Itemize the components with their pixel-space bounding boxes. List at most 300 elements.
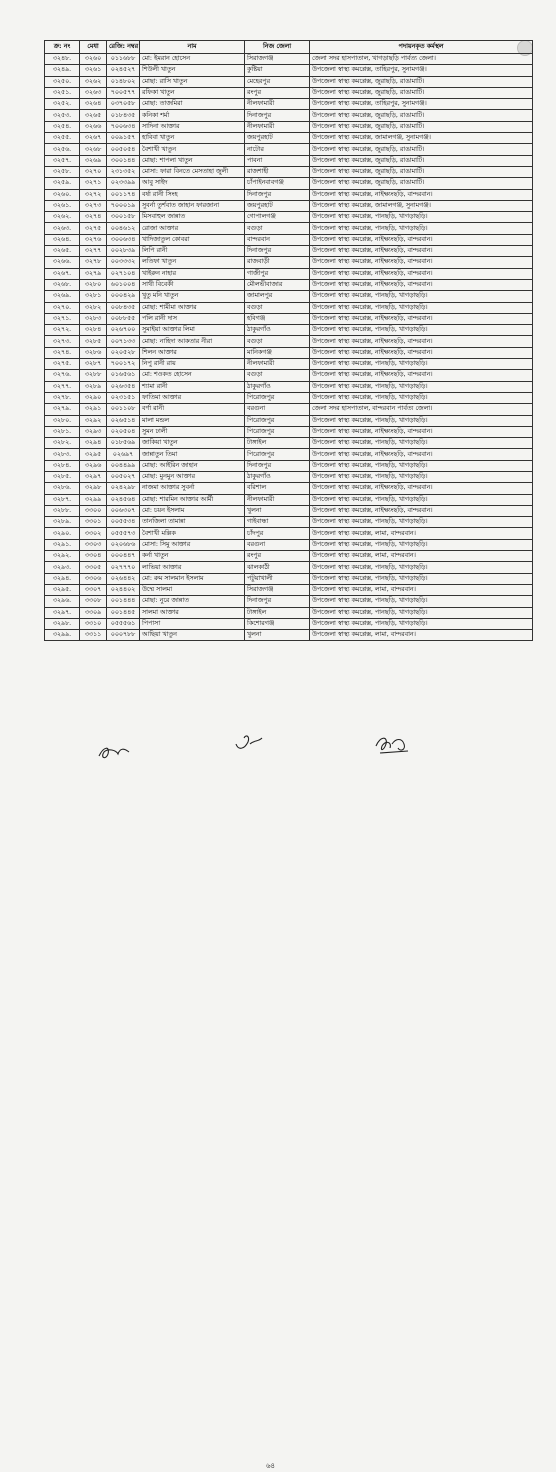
- cell-merit: ৩২৮২: [80, 302, 107, 313]
- cell-home-district: বরগুনা: [245, 404, 310, 415]
- table-row: [45, 494, 533, 505]
- cell-merit: ৩২৮৬: [80, 347, 107, 358]
- cell-posting-place: উপজেলা স্বাস্থ্য কমপ্লেক্স, লামা, বান্দরবান।: [310, 630, 533, 641]
- cell-merit: ৩২৮৩: [80, 313, 107, 324]
- cell-merit: ৩৩০৩: [80, 539, 107, 550]
- cell-serial: ৩২৮৫.: [45, 471, 80, 482]
- cell-posting-place: উপজেলা স্বাস্থ্য কমপ্লেক্স, পানছড়ি, খাগড়াছড়ি।: [310, 359, 533, 370]
- cell-reg-no: ০০৫৫৩৪: [107, 517, 140, 528]
- cell-merit: ৩২৭৮: [80, 257, 107, 268]
- cell-reg-no: ৭০০০১৯: [107, 200, 140, 211]
- cell-name: রোজা আক্তার: [140, 223, 245, 234]
- table-row: [45, 200, 533, 211]
- cell-reg-no: ৩০০৬৩৪: [107, 234, 140, 245]
- cell-name: মোছা: নুরে জান্নাত: [140, 596, 245, 607]
- cell-posting-place: উপজেলা স্বাস্থ্য কমপ্লেক্স, পানছড়ি, খাগড়াছড়ি।: [310, 539, 533, 550]
- table-row: [45, 291, 533, 302]
- cell-merit: ৩২৮০: [80, 279, 107, 290]
- cell-merit: ৩৩০৮: [80, 596, 107, 607]
- cell-reg-no: ০৩৭০৫৮: [107, 99, 140, 110]
- cell-name: উম্মে সালমা: [140, 584, 245, 595]
- cell-serial: ৩২৬২.: [45, 212, 80, 223]
- cell-name: মোছা: শারমিন আক্তার আর্মী: [140, 494, 245, 505]
- header-name: নাম: [140, 41, 245, 54]
- cell-home-district: রংপুর: [245, 551, 310, 562]
- cell-merit: ৩২৯৯: [80, 494, 107, 505]
- cell-home-district: নীলফামারী: [245, 494, 310, 505]
- cell-posting-place: উপজেলা স্বাস্থ্য কমপ্লেক্স, পানছড়ি, খাগড়াছড়ি।: [310, 517, 533, 528]
- cell-posting-place: উপজেলা স্বাস্থ্য কমপ্লেক্স, পানছড়ি, খাগড়াছড়ি।: [310, 471, 533, 482]
- cell-posting-place: উপজেলা স্বাস্থ্য কমপ্লেক্স, জামালগঞ্জ, সুনামগঞ্জ।: [310, 133, 533, 144]
- cell-name: মালা মন্ডল: [140, 415, 245, 426]
- cell-merit: ৩৩০৬: [80, 573, 107, 584]
- cell-posting-place: উপজেলা স্বাস্থ্য কমপ্লেক্স, নাইক্ষ্যংছড়ি, বান্দরবান।: [310, 336, 533, 347]
- cell-posting-place: উপজেলা স্বাস্থ্য কমপ্লেক্স, পানছড়ি, খাগড়াছড়ি।: [310, 460, 533, 471]
- cell-reg-no: ০১১৬৮৮: [107, 54, 140, 65]
- cell-reg-no: ৭০০৫৭৭: [107, 87, 140, 98]
- cell-merit: ৩২৮৭: [80, 359, 107, 370]
- cell-name: সুবর্না তুর্শবাত জাহান ফারজানা: [140, 200, 245, 211]
- cell-reg-no: ০২৬৫১৪: [107, 415, 140, 426]
- cell-serial: ৩২৮২.: [45, 438, 80, 449]
- cell-posting-place: উপজেলা স্বাস্থ্য কমপ্লেক্স, পানছড়ি, খাগড়াছড়ি।: [310, 291, 533, 302]
- cell-posting-place: উপজেলা স্বাস্থ্য কমপ্লেক্স, পানছড়ি, খাগড়াছড়ি।: [310, 607, 533, 618]
- cell-home-district: গাইবান্ধা: [245, 517, 310, 528]
- cell-name: মোছা: মুনমুন আক্তার: [140, 471, 245, 482]
- table-row: [45, 517, 533, 528]
- cell-reg-no: ০০৫০৫৪: [107, 144, 140, 155]
- cell-merit: ৩৩০৭: [80, 584, 107, 595]
- table-row: [45, 279, 533, 290]
- cell-reg-no: ০০১৪৪৫: [107, 607, 140, 618]
- cell-merit: ৩২৯২: [80, 415, 107, 426]
- table-row: [45, 144, 533, 155]
- cell-home-district: রংপুর: [245, 87, 310, 98]
- cell-posting-place: উপজেলা স্বাস্থ্য কমপ্লেক্স, জুরাছড়ি, রাঙামাটি।: [310, 166, 533, 177]
- table-row: [45, 381, 533, 392]
- cell-home-district: পিরোজপুর: [245, 392, 310, 403]
- cell-reg-no: ০২৬৭০০: [107, 325, 140, 336]
- cell-reg-no: ০২৬৩৫৪: [107, 381, 140, 392]
- cell-serial: ৩২৫০.: [45, 76, 80, 87]
- cell-serial: ৩২৯০.: [45, 528, 80, 539]
- cell-serial: ৩২৮৯.: [45, 517, 80, 528]
- cell-reg-no: ০২৪৫৬৪: [107, 494, 140, 505]
- cell-reg-no: ০১৪৮০২: [107, 76, 140, 87]
- cell-reg-no: ০০৪৪৯৯: [107, 460, 140, 471]
- cell-serial: ৩২৫৮.: [45, 166, 80, 177]
- cell-reg-no: ০২০৫২৮: [107, 347, 140, 358]
- cell-name: মোছা: তাজমিরা: [140, 99, 245, 110]
- table-row: [45, 562, 533, 573]
- table-row: [45, 607, 533, 618]
- cell-name: লিপি রানী: [140, 246, 245, 257]
- cell-home-district: দিনাজপুর: [245, 246, 310, 257]
- cell-merit: ৩২৬৩: [80, 87, 107, 98]
- cell-reg-no: ০০২৮৩৯: [107, 246, 140, 257]
- table-row: [45, 539, 533, 550]
- cell-reg-no: ০০১৪৪৪: [107, 596, 140, 607]
- cell-home-district: টাঙ্গাইল: [245, 438, 310, 449]
- cell-merit: ৩২৮৪: [80, 325, 107, 336]
- cell-name: লতিফা খাতুন: [140, 257, 245, 268]
- cell-merit: ৩২৮৮: [80, 370, 107, 381]
- cell-home-district: পিরোজপুর: [245, 415, 310, 426]
- cell-name: বর্ষা রানী সিংহ: [140, 189, 245, 200]
- table-row: [45, 313, 533, 324]
- table-row: [45, 630, 533, 641]
- signature-middle: [232, 730, 266, 752]
- cell-serial: ৩২৫৩.: [45, 110, 80, 121]
- table-row: [45, 449, 533, 460]
- cell-merit: ৩২৯৮: [80, 483, 107, 494]
- table-row: [45, 65, 533, 76]
- cell-name: সাথী বিবেকী: [140, 279, 245, 290]
- cell-serial: ৩২৬৮.: [45, 279, 80, 290]
- cell-home-district: সিরাজগঞ্জ: [245, 584, 310, 595]
- cell-posting-place: উপজেলা স্বাস্থ্য কমপ্লেক্স, জুরাছড়ি, রাঙামাটি।: [310, 110, 533, 121]
- cell-reg-no: ০০৩৩৩২: [107, 257, 140, 268]
- cell-posting-place: উপজেলা স্বাস্থ্য কমপ্লেক্স, পানছড়ি, খাগড়াছড়ি।: [310, 302, 533, 313]
- cell-posting-place: উপজেলা স্বাস্থ্য কমপ্লেক্স, নাইক্ষ্যংছড়ি, বান্দরবান।: [310, 268, 533, 279]
- cell-reg-no: ০০৮৪৩৫: [107, 302, 140, 313]
- cell-serial: ৩২৯১.: [45, 539, 80, 550]
- table-row: [45, 121, 533, 132]
- table-row: [45, 336, 533, 347]
- cell-name: খাইরুন নাহার: [140, 268, 245, 279]
- cell-serial: ৩২৭৬.: [45, 370, 80, 381]
- cell-posting-place: উপজেলা স্বাস্থ্য কমপ্লেক্স, নাইক্ষ্যংছড়ি, বান্দরবান।: [310, 483, 533, 494]
- cell-reg-no: ০১৮৪৩৫: [107, 110, 140, 121]
- table-row: [45, 618, 533, 629]
- cell-home-district: বগুড়া: [245, 302, 310, 313]
- table-row: [45, 551, 533, 562]
- cell-merit: ৩২৭০: [80, 166, 107, 177]
- cell-posting-place: উপজেলা স্বাস্থ্য কমপ্লেক্স, লামা, বান্দরবান।: [310, 584, 533, 595]
- cell-serial: ৩২৫৪.: [45, 121, 80, 132]
- cell-name: আবু সাইদ: [140, 178, 245, 189]
- cell-name: মো: শওকত হোসেন: [140, 370, 245, 381]
- cell-merit: ৩৩০১: [80, 517, 107, 528]
- cell-name: কর্না খাতুন: [140, 551, 245, 562]
- cell-home-district: মেহেরপুর: [245, 76, 310, 87]
- cell-home-district: বান্দরবান: [245, 234, 310, 245]
- cell-serial: ৩২৮১.: [45, 426, 80, 437]
- cell-serial: ৩২৭৫.: [45, 359, 80, 370]
- cell-serial: ৩২৯৭.: [45, 607, 80, 618]
- cell-merit: ৩৩০৯: [80, 607, 107, 618]
- cell-home-district: গাজীপুর: [245, 268, 310, 279]
- cell-name: বৈশাখী মল্লিক: [140, 528, 245, 539]
- cell-name: মোছা: রাসি খাতুন: [140, 76, 245, 87]
- cell-reg-no: ২৩১৩৫২: [107, 166, 140, 177]
- cell-home-district: বরিশাল: [245, 483, 310, 494]
- cell-merit: ৩২৯৩: [80, 426, 107, 437]
- cell-serial: ৩২৬৪.: [45, 234, 80, 245]
- cell-name: মো: চয়ন ইসলাম: [140, 505, 245, 516]
- cell-reg-no: ০০৭১৩৩: [107, 336, 140, 347]
- cell-merit: ৩২৯৫: [80, 449, 107, 460]
- cell-name: জান্নাতুন তিমা: [140, 449, 245, 460]
- cell-serial: ৩২৬৩.: [45, 223, 80, 234]
- table-row: [45, 223, 533, 234]
- table-row: [45, 359, 533, 370]
- cell-home-district: নীলফামারী: [245, 121, 310, 132]
- table-row: [45, 234, 533, 245]
- cell-home-district: মানিকগঞ্জ: [245, 347, 310, 358]
- cell-name: মোছা: শামীমা আক্তার: [140, 302, 245, 313]
- cell-home-district: জয়পুরহাট: [245, 133, 310, 144]
- table-row: [45, 404, 533, 415]
- cell-name: বৈশাখী খাতুন: [140, 144, 245, 155]
- table-row: [45, 99, 533, 110]
- cell-posting-place: উপজেলা স্বাস্থ্য কমপ্লেক্স, জুরাছড়ি, রাঙামাটি।: [310, 144, 533, 155]
- cell-merit: ৩২৯৬: [80, 460, 107, 471]
- cell-posting-place: উপজেলা স্বাস্থ্য কমপ্লেক্স, নাইক্ষ্যংছড়ি, বান্দরবান।: [310, 189, 533, 200]
- table-row: [45, 178, 533, 189]
- cell-reg-no: ৩০০১৪৪: [107, 155, 140, 166]
- cell-serial: ৩২৮৬.: [45, 483, 80, 494]
- cell-reg-no: ০২০৫০৪: [107, 426, 140, 437]
- cell-serial: ৩২৭১.: [45, 313, 80, 324]
- cell-name: জাকিয়া খাতুন: [140, 438, 245, 449]
- cell-posting-place: উপজেলা স্বাস্থ্য কমপ্লেক্স, জুরাছড়ি, রাঙামাটি।: [310, 178, 533, 189]
- cell-reg-no: ০০৫০২৭: [107, 471, 140, 482]
- cell-home-district: বগুড়া: [245, 223, 310, 234]
- cell-merit: ৩২৭৭: [80, 246, 107, 257]
- cell-reg-no: ০০০৪৪৭: [107, 551, 140, 562]
- cell-merit: ৩২৭৬: [80, 234, 107, 245]
- cell-posting-place: উপজেলা স্বাস্থ্য কমপ্লেক্স, তাহিরপুর, সুনামগঞ্জ।: [310, 99, 533, 110]
- cell-serial: ৩২৫৫.: [45, 133, 80, 144]
- cell-reg-no: ০০১১০৮: [107, 404, 140, 415]
- cell-posting-place: উপজেলা স্বাস্থ্য কমপ্লেক্স, পানছড়ি, খাগড়াছড়ি।: [310, 381, 533, 392]
- cell-posting-place: উপজেলা স্বাস্থ্য কমপ্লেক্স, পানছড়ি, খাগড়াছড়ি।: [310, 392, 533, 403]
- cell-name: বর্ণা রানী: [140, 404, 245, 415]
- cell-name: নিপু রানী রায়: [140, 359, 245, 370]
- cell-name: মিসবাহুল জান্নাত: [140, 212, 245, 223]
- cell-reg-no: ০২০৬৮৬: [107, 539, 140, 550]
- cell-home-district: কিশোরগঞ্জ: [245, 618, 310, 629]
- cell-serial: ৩২৭৭.: [45, 381, 80, 392]
- cell-name: শিউলী খাতুন: [140, 65, 245, 76]
- cell-posting-place: উপজেলা স্বাস্থ্য কমপ্লেক্স, জামালগঞ্জ, সুনামগঞ্জ।: [310, 200, 533, 211]
- cell-merit: ৩২৮৯: [80, 381, 107, 392]
- cell-posting-place: জেলা সদর হাসপাতাল, বান্দরবান পার্বত্য জেলা।: [310, 404, 533, 415]
- header-reg-no: রেজি: নম্বর: [107, 41, 140, 54]
- posting-table: [44, 40, 533, 641]
- cell-merit: ৩২৮৫: [80, 336, 107, 347]
- cell-name: খাদিজাতুল কোবরা: [140, 234, 245, 245]
- cell-reg-no: ০১৮৫৬৯: [107, 438, 140, 449]
- cell-reg-no: ০২৩১৫১: [107, 392, 140, 403]
- table-row: [45, 438, 533, 449]
- cell-name: পিপাসা: [140, 618, 245, 629]
- cell-merit: ৩২৬২: [80, 76, 107, 87]
- cell-posting-place: উপজেলা স্বাস্থ্য কমপ্লেক্স, পানছড়ি, খাগড়াছড়ি।: [310, 596, 533, 607]
- table-row: [45, 87, 533, 98]
- cell-serial: ৩২৭২.: [45, 325, 80, 336]
- cell-home-district: নীলফামারী: [245, 359, 310, 370]
- cell-posting-place: উপজেলা স্বাস্থ্য কমপ্লেক্স, নাইক্ষ্যংছড়ি, বান্দরবান।: [310, 505, 533, 516]
- cell-home-district: রাজবাড়ী: [245, 257, 310, 268]
- table-row: [45, 370, 533, 381]
- cell-reg-no: ০২৩৩৯৯: [107, 178, 140, 189]
- cell-serial: ৩২৭০.: [45, 302, 80, 313]
- cell-serial: ৩২৭৮.: [45, 392, 80, 403]
- table-body: [45, 54, 533, 641]
- cell-serial: ৩২৯৫.: [45, 584, 80, 595]
- cell-home-district: ঠাকুরগাঁও: [245, 381, 310, 392]
- cell-home-district: টাঙ্গাইল: [245, 607, 310, 618]
- cell-name: মোছা: শাপলা খাতুন: [140, 155, 245, 166]
- cell-serial: ৩২৬১.: [45, 200, 80, 211]
- cell-name: খুতু মনি খাতুন: [140, 291, 245, 302]
- cell-name: শ্যামা রানী: [140, 381, 245, 392]
- table-row: [45, 110, 533, 121]
- table-row: [45, 483, 533, 494]
- cell-merit: ৩২৯০: [80, 392, 107, 403]
- cell-home-district: জামালপুর: [245, 291, 310, 302]
- cell-serial: ৩২৫৭.: [45, 155, 80, 166]
- cell-reg-no: ০২৪৪০২: [107, 584, 140, 595]
- cell-posting-place: উপজেলা স্বাস্থ্য কমপ্লেক্স, নাইক্ষ্যংছড়ি, বান্দরবান।: [310, 347, 533, 358]
- cell-posting-place: উপজেলা স্বাস্থ্য কমপ্লেক্স, নাইক্ষ্যংছড়ি, বান্দরবান।: [310, 449, 533, 460]
- cell-home-district: পিরোজপুর: [245, 426, 310, 437]
- cell-posting-place: উপজেলা স্বাস্থ্য কমপ্লেক্স, তাহিরপুর, সুনামগঞ্জ।: [310, 65, 533, 76]
- table-row: [45, 246, 533, 257]
- cell-name: সাদিনা আক্তার: [140, 121, 245, 132]
- cell-merit: ৩২৬০: [80, 54, 107, 65]
- cell-home-district: নীলফামারী: [245, 99, 310, 110]
- table-row: [45, 415, 533, 426]
- cell-home-district: ঝালকাঠী: [245, 562, 310, 573]
- cell-reg-no: ০২৪৫২৭: [107, 65, 140, 76]
- cell-posting-place: উপজেলা স্বাস্থ্য কমপ্লেক্স, নাইক্ষ্যংছড়ি, বান্দরবান।: [310, 313, 533, 324]
- cell-name: মোছা: নাহিদা আকতার নীরা: [140, 336, 245, 347]
- cell-name: শিলন আক্তার: [140, 347, 245, 358]
- table-row: [45, 133, 533, 144]
- cell-reg-no: ০০০৭৮৮: [107, 630, 140, 641]
- cell-serial: ৩২৯৯.: [45, 630, 80, 641]
- cell-reg-no: ০০০৪২৯: [107, 291, 140, 302]
- table-row: [45, 392, 533, 403]
- cell-posting-place: উপজেলা স্বাস্থ্য কমপ্লেক্স, নাইক্ষ্যংছড়ি, বান্দরবান।: [310, 279, 533, 290]
- cell-posting-place: উপজেলা স্বাস্থ্য কমপ্লেক্স, জুরাছড়ি, রাঙামাটি।: [310, 87, 533, 98]
- cell-serial: ৩২৭৩.: [45, 336, 80, 347]
- cell-serial: ৩২৯২.: [45, 551, 80, 562]
- cell-name: হাবিবা খাতুন: [140, 133, 245, 144]
- cell-name: আছিয়া খাতুন: [140, 630, 245, 641]
- cell-home-district: কুষ্টিয়া: [245, 65, 310, 76]
- table-row: [45, 166, 533, 177]
- cell-serial: ৩২৭৪.: [45, 347, 80, 358]
- cell-serial: ৩২৪৮.: [45, 54, 80, 65]
- cell-home-district: চাঁদপুর: [245, 528, 310, 539]
- cell-merit: ৩২৭৯: [80, 268, 107, 279]
- cell-reg-no: ০০৬৩০৭: [107, 505, 140, 516]
- cell-merit: ৩৩০৪: [80, 551, 107, 562]
- cell-posting-place: উপজেলা স্বাস্থ্য কমপ্লেক্স, পানছড়ি, খাগড়াছড়ি।: [310, 562, 533, 573]
- cell-home-district: বগুড়া: [245, 370, 310, 381]
- cell-merit: ৩৩১১: [80, 630, 107, 641]
- cell-posting-place: উপজেলা স্বাস্থ্য কমপ্লেক্স, জুরাছড়ি, রাঙামাটি।: [310, 155, 533, 166]
- table-row: [45, 155, 533, 166]
- cell-merit: ৩২৭৩: [80, 200, 107, 211]
- cell-serial: ৩২৯৬.: [45, 596, 80, 607]
- cell-serial: ৩২৬৬.: [45, 257, 80, 268]
- cell-merit: ৩২৯৪: [80, 438, 107, 449]
- cell-merit: ৩২৮১: [80, 291, 107, 302]
- cell-name: মো: রুম সালমান ইসলাম: [140, 573, 245, 584]
- signature-right: [372, 734, 412, 756]
- table-row: [45, 426, 533, 437]
- table-row: [45, 505, 533, 516]
- cell-serial: ৩২৫১.: [45, 87, 80, 98]
- cell-posting-place: উপজেলা স্বাস্থ্য কমপ্লেক্স, পানছড়ি, খাগড়াছড়ি।: [310, 494, 533, 505]
- cell-merit: ৩২৬৬: [80, 121, 107, 132]
- cell-serial: ৩২৮৪.: [45, 460, 80, 471]
- cell-merit: ৩৩০২: [80, 528, 107, 539]
- cell-posting-place: উপজেলা স্বাস্থ্য কমপ্লেক্স, পানছড়ি, খাগড়াছড়ি।: [310, 415, 533, 426]
- cell-serial: ৩২৬৯.: [45, 291, 80, 302]
- cell-merit: ৩২৬৮: [80, 144, 107, 155]
- cell-merit: ৩২৬১: [80, 65, 107, 76]
- cell-merit: ৩২৭১: [80, 178, 107, 189]
- cell-home-district: জয়পুরহাট: [245, 200, 310, 211]
- cell-serial: ৩২৯৩.: [45, 562, 80, 573]
- cell-home-district: খুলনা: [245, 630, 310, 641]
- cell-serial: ৩২৫৯.: [45, 178, 80, 189]
- cell-name: কনিকা শর্মা: [140, 110, 245, 121]
- table-row: [45, 528, 533, 539]
- cell-name: মোসা: ফারা বিনতে মেসতাহা জুলী: [140, 166, 245, 177]
- cell-home-district: রাজশাহী: [245, 166, 310, 177]
- header-home-district: নিজ জেলা: [245, 41, 310, 54]
- cell-home-district: হবিগঞ্জ: [245, 313, 310, 324]
- cell-posting-place: উপজেলা স্বাস্থ্য কমপ্লেক্স, পানছড়ি, খাগড়াছড়ি।: [310, 573, 533, 584]
- cell-posting-place: উপজেলা স্বাস্থ্য কমপ্লেক্স, পানছড়ি, খাগড়াছড়ি।: [310, 212, 533, 223]
- cell-posting-place: উপজেলা স্বাস্থ্য কমপ্লেক্স, জুরাছড়ি, রাঙামাটি।: [310, 76, 533, 87]
- table-row: [45, 573, 533, 584]
- cell-home-district: ঠাকুরগাঁও: [245, 325, 310, 336]
- cell-home-district: দিনাজপুর: [245, 460, 310, 471]
- cell-reg-no: ০২৬৪৪২: [107, 573, 140, 584]
- cell-serial: ৩২৭৯.: [45, 404, 80, 415]
- cell-merit: ৩২৬৫: [80, 110, 107, 121]
- table-row: [45, 460, 533, 471]
- cell-reg-no: ০২৭১০৪: [107, 268, 140, 279]
- cell-reg-no: ০১৬৫৬১: [107, 370, 140, 381]
- cell-merit: ৩৩০০: [80, 505, 107, 516]
- cell-posting-place: উপজেলা স্বাস্থ্য কমপ্লেক্স, পানছড়ি, খাগড়াছড়ি।: [310, 325, 533, 336]
- cell-serial: ৩২৫২.: [45, 99, 80, 110]
- table-row: [45, 471, 533, 482]
- cell-home-district: মৌলভীবাজার: [245, 279, 310, 290]
- cell-home-district: চাঁপাইনবাবগঞ্জ: [245, 178, 310, 189]
- cell-reg-no: ০২৬৯৭: [107, 449, 140, 460]
- signature-footer: [0, 728, 556, 1470]
- cell-posting-place: উপজেলা স্বাস্থ্য কমপ্লেক্স, নাইক্ষ্যংছড়ি, বান্দরবান।: [310, 370, 533, 381]
- cell-merit: ৩৩১০: [80, 618, 107, 629]
- table-row: [45, 54, 533, 65]
- table-row: [45, 212, 533, 223]
- cell-posting-place: উপজেলা স্বাস্থ্য কমপ্লেক্স, জুরাছড়ি, রাঙামাটি।: [310, 121, 533, 132]
- table-row: [45, 596, 533, 607]
- cell-home-district: ঠাকুরগাঁও: [245, 471, 310, 482]
- cell-home-district: সিরাজগঞ্জ: [245, 54, 310, 65]
- cell-merit: ৩২৬৭: [80, 133, 107, 144]
